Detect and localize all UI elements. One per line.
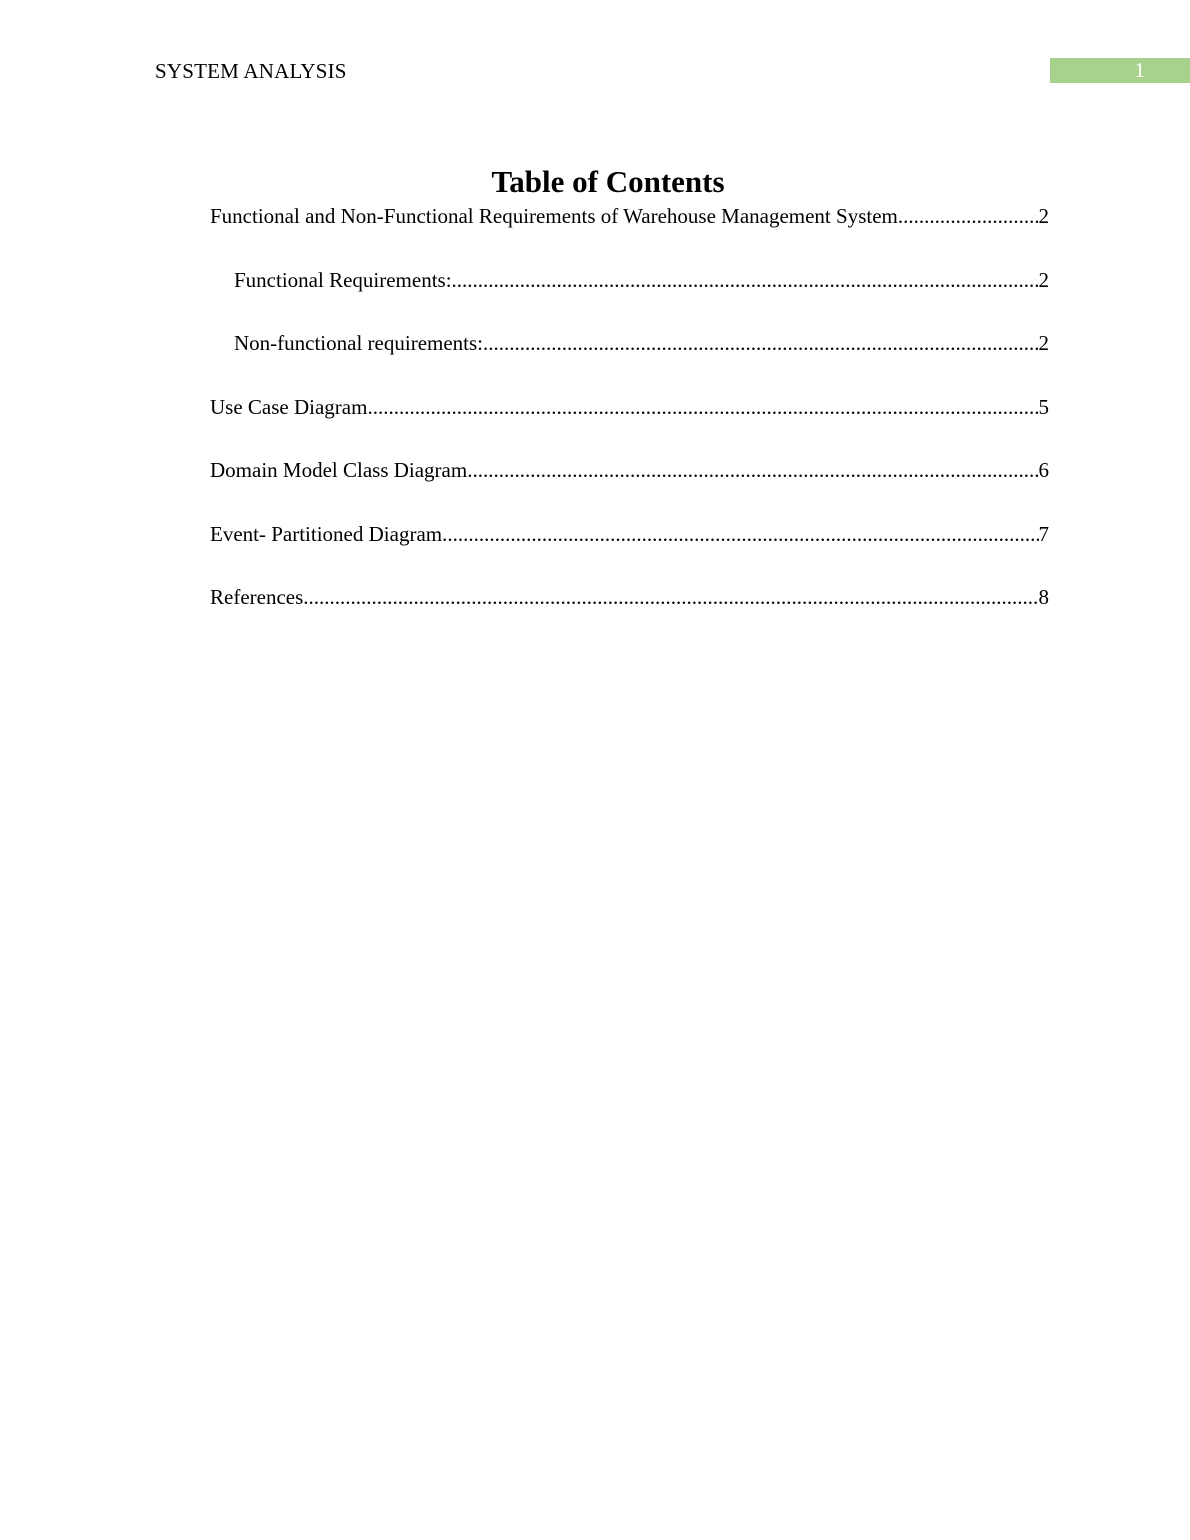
- toc-entry-label: Event- Partitioned Diagram: [210, 521, 443, 546]
- toc-entry-label: References: [210, 585, 304, 609]
- toc-dot-leader: [898, 200, 1039, 232]
- toc-entry-use-case-diagram[interactable]: [210, 391, 1049, 455]
- toc-entry-page: 2: [1038, 267, 1049, 292]
- toc-dot-leader: [442, 518, 1038, 550]
- toc-entry-page: 2: [1038, 204, 1049, 228]
- toc-list: [210, 200, 1049, 645]
- page-number: 1: [1134, 58, 1145, 82]
- toc-entry-functional-non-functional-requirements[interactable]: [210, 200, 1049, 264]
- toc-entry-references[interactable]: [210, 581, 1049, 645]
- toc-dot-leader: [303, 581, 1038, 613]
- running-header-title: SYSTEM ANALYSIS: [155, 59, 347, 83]
- toc-entry-functional-requirements[interactable]: [210, 264, 1049, 328]
- toc-entry-domain-model-class-diagram[interactable]: [210, 454, 1049, 518]
- toc-title: Table of Contents: [491, 164, 725, 199]
- toc-entry-page: 5: [1038, 394, 1049, 419]
- toc-entry-page: 2: [1038, 331, 1049, 355]
- toc-entry-page: 6: [1038, 458, 1049, 482]
- toc-entry-label: Domain Model Class Diagram: [210, 458, 468, 482]
- toc-entry-label: Functional and Non-Functional Requirements of Warehouse Management System: [210, 204, 898, 228]
- toc-dot-leader: [367, 391, 1038, 423]
- toc-entry-page: 7: [1038, 521, 1049, 546]
- toc-entry-label: Non-functional requirements:: [234, 331, 484, 355]
- toc-dot-leader: [452, 264, 1039, 296]
- toc-entry-label: Use Case Diagram: [210, 394, 368, 419]
- page-number-badge: [1050, 58, 1190, 83]
- toc-dot-leader: [483, 327, 1038, 359]
- toc-entry-event-partitioned-diagram[interactable]: [210, 518, 1049, 582]
- toc-entry-page: 8: [1038, 585, 1049, 609]
- toc-entry-non-functional-requirements[interactable]: [210, 327, 1049, 391]
- toc-entry-label: Functional Requirements:: [234, 267, 452, 292]
- toc-dot-leader: [467, 454, 1038, 486]
